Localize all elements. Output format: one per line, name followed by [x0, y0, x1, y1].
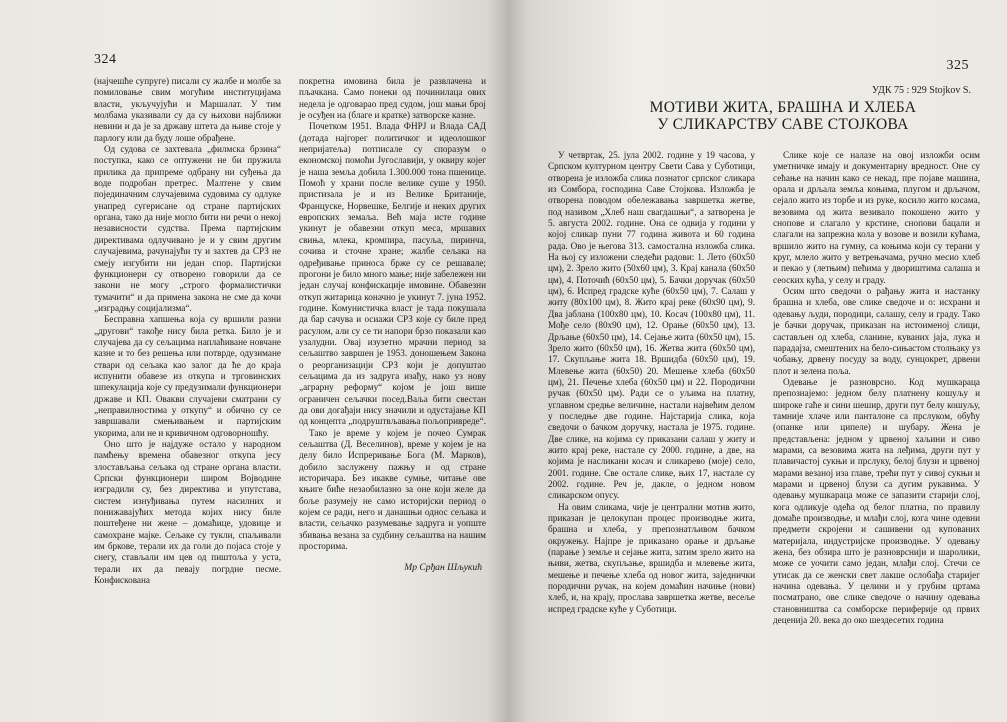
- left-page-columns: [94, 76, 486, 586]
- right-column-2: [773, 150, 980, 626]
- paragraph: (најчешће супруге) писали су жалбе и молбе за помиловање свим могућим институцијама власти, укључујући и Маршалат. У тим молбама указивали су да су њихови најближи невини и да је за државу штета да њиве стоје у парлогу или да буду лоше обрађене.: [94, 76, 281, 143]
- paragraph: Осим што сведочи о рађању жита и настанку брашна и хлеба, ове слике сведоче и о: исхрани и одевању људи, породици, салашу, селу и граду. Тако је бачки доручак, приказан на истоименој слици, састављен од хлеба, сланине, куваних јаја, лука и парадајза, смештених на бело-сињастом столњаку уз чобању, дрвену посуду за воду, сунцокрет, дрвени плот и зелена поља.: [773, 286, 980, 376]
- paragraph: Оно што је најдуже остало у народном памћењу времена обавезног откупа јесу злостављања сељака од стране органа власти. Српски функционери широм Војводине изградили су, без директива и упутстава, систем изнуђивања путем насилних и понижавајућих метода којих нису биле поштеђене ни жене – домаћице, удовице и самохране мајке. Сељаке су тукли, спаљивали им бркове, терали их да голи до појаса стоје у снегу, стављали им цев од пиштоља у уста, терали их да певају погрдне песме. Конфискована: [94, 439, 281, 586]
- right-page: [508, 0, 1007, 722]
- paragraph: Почетком 1951. Влада ФНРЈ и Влада САД (дотада најгорег политичког и идеолошког непријатеља) потписале су споразум о економској помоћи Југославији, у оквиру којег је наша земља добила 1.300.000 тона пшенице. Помоћ у храни после велике суше у 1950. пристизала је и из Велике Британије, Француске, Норвешке, Белгије и неких других европских земаља. Већ маја исте године укинут је обавезни откуп меса, мршавих свиња, млека, кромпира, пасуља, пиринча, сочива и сточне хране; жалбе сељака на одређивање приноса брже су се решавале; прогони је било много мање; није забележен ни један случај конфискације имовине. Обавезни откуп житарица коначно је укинут 7. јуна 1952. године. Комунистичка власт је тада покушала да бар сачува и осиажи СРЗ које су биле пред расулом, али су се ти напори брзо показали као узалудни. Овај изузетно мрачни период за сељаштво завршен је 1953. доношењем Закона о реорганизацији СРЗ који је допуштао сељацима да из задруга изађу, нако уз нову „аграрну реформу“ којом је још више ограничен сељачки посед.Ваља бити свестан да ови догађаји нису значили и одустајање КП од концепта „подруштвљавања пољопривреде“.: [299, 121, 487, 427]
- udk-code: УДК 75 : 929 Stojkov S.: [871, 85, 971, 96]
- paragraph: Слике које се налазе на овој изложби осим уметничке имају и документарну вредност. Оне су сећање на начин како се некад, пре појаве машина, орала и дрљала земља коњима, плугом и дрљачом, сејало жито из торбе и из руке, косило жито косама, везовима од жита везивало покошено жито у снопове и слагало у крстине, снопови бацали и слагали на запрежна кола у возове и возили кућама, вршило жито на гумну, са коњима који су терани у круг, млело жито у ветрењачама, ручно месио хлеб и пекао у (летњим) пећима у двориштима салаша и сеоских кућа, у селу и граду.: [773, 150, 980, 285]
- page-number-right: 325: [946, 58, 969, 73]
- paragraph: Тако је време у којем је почео Сумрак сељаштва (Д. Веселинов), време у којем је на делу било Испреривање Бога (М. Марков), добило заслужену пажњу и од стране историчара. Без икакве сумње, читање ове књиге биће незаобилазно за оне који желе да боље разумеју не само историјски период о којем се ради, него и данашњи однос сељака и власти, сељачко разумевање задруга и уопште збивања везана за судбину сељаштва на нашим просторима.: [299, 427, 486, 552]
- paragraph: Бесправна хапшења која су вршили разни „другови“ такође нису била ретка. Било је и случајева да су сељацима наплаћиване новчане казне и то без решења или потврде, одузимане ствари од сељака као залог да ће до краја испунити обавезе из откупа и трговинских шпекулација које су предузимали функционери државе и КП. Овакви случајеви сматрани су „неправилностима у откупу“ и обично су се завршавали смењивањем и партијским укорима, али не и кривичном одговорношћу.: [94, 314, 281, 438]
- article-title-line-2: У СЛИКАРСТВУ САВЕ СТОЈКОВА: [657, 116, 909, 133]
- right-page-columns: [548, 150, 980, 626]
- paragraph: У четвртак, 25. јула 2002. године у 19 часова, у Српском културном центру Свети Сава у Суботици, отворена је изложба слика познатог српског сликара из Сомбора, господина Саве Стојкова. Изложба је отворена поводом обележавања завршетка жетве, под називом „Хлеб наш свагдашњи“, а затворена је 5. августа 2002. године. Она се одвија у години у којој сликар пуни 77 година живота и 60 година рада. Ово је његова 313. самостална изложба слика. На њој су изложени следећи радови: 1. Лето (60х50 цм), 2. Зрело жито (50х60 цм), 3. Крај канала (60х50 цм), 4. Поточић (60х50 цм), 5. Бачки доручак (60х50 цм), 6. Испред градске куће (60х50 цм), 7. Салаш у житу (80х100 цм), 8. Жито крај реке (60х90 цм), 9. Два јаблана (100х80 цм), 10. Косач (100х80 цм), 11. Мође село (80х90 цм), 12. Орање (60х50 цм), 13. Дрљање (60х50 цм), 14. Сејање жита (60х50 цм), 15. Зрело жито (60х50 цм), 16. Жетва жита (60х50 цм), 17. Скупљање жита 18. Вршидба (60х50 цм), 19. Млевење жита (60х50) 20. Мешење хлеба (60х50 цм), 21. Печење хлеба (60х50 цм) и 22. Породични ручак (60х50 цм). Ради се о уљима на платну, углавном средње величине, настали највећим делом у последње две године. Најстарија слика, која сведочи о бачком доручку, настала је 1975. године. Две слике, на којима су приказани салаш у житу и жито крај реке, настале су 2000. године, а две, на којима је насликани косач и сликарево (моје) село, 2001. године. Све остале слике, њих 17, настале су 2002. године. Реч је, дакле, о једном новом сликарском опусу.: [548, 150, 755, 501]
- paragraph: На овим сликама, чије је централни мотив жито, приказан је целокупан процес производње жита, брашна и хлеба, у препознатљивом бачком окружењу. Најпре је приказано орање и дрљање (парање ) земље и сејање жита, затим зрело жито на њиви, жетва, скупљање, вршидба и млевење жита, мешење и печење хлеба од новог жита, заједнички породични ручак, на којем домаћин начиње (нови) хлеб, и, на крају, прослава завршетка жетве, весеље испред градске куће у Суботици.: [548, 501, 755, 614]
- paragraph: покретна имовина била је развлачена и пљачкана. Само понеки од починилаца ових недела је одговарао пред судом, још мањи број је осуђен на (благе и кратке) затворске казне.: [299, 76, 486, 121]
- article-title-line-1: МОТИВИ ЖИТА, БРАШНА И ХЛЕБА: [649, 99, 917, 116]
- author-signature: Мр Срђан Шљукић: [404, 562, 482, 574]
- right-column-1: [548, 150, 755, 626]
- left-column-1: [94, 76, 281, 586]
- paragraph: Од судова се захтевала „филмска брзина“ поступка, како се оптужени не би пружила прилика да припреме одбрану ни суђења да воде подробан претрес. Малтене у свим појединачним случајевима судовима су одлуке унапред сугерисане од стране партијских органа, тако да није могло бити ни речи о некој независности судства. Према партијским директивама одлучивано је и у свим другим случајевима, рачунајући ту и захтев да СРЗ не смеју изгубити ни један споp. Партијски функционери су отворено говорили да се закони не могу „строго формалистички тумачити“ и да примена закона не сме да кочи „изградњу социјализма“.: [94, 144, 281, 313]
- article-title: [598, 99, 968, 133]
- page-number-left: 324: [94, 52, 117, 67]
- paragraph: Одевање је разноврсно. Код мушкараца препознајемо: једном белу платнену кошуљу и широке гаће и сини шешир, други пут белу кошуљу, тамније хлаче или панталоне са прслуком, обућу (опанке или ципеле) и шубару. Жена је представљена: једном у црвеној хаљини и сиво марами, са везовима жита на леђима, други пут у плавичастој сукњи и прслуку, белој блузи и црвеној марами везаној иза главе, трећи пут у сивој сукњи и марами и црвеној блузи са дугим рукавима. У одевању мушкараца може се запазити старији слој, кога одликује одећа од белог платна, по правилу домаће производње, и млађи слој, кога чине одевни предмети скројени и сашивени од купованих материјала, индустријске производње. У одевању жена, без обзира што је разноврснији и шаролики, може се уочити само један, млађи слој. Стечи се утисак да се женски свет лакше ослобађа старијег начина одевања. У целини и у грубим цртама посматрано, ове слике сведоче о начину одевања становништва са сомборске периферије од првих деценија 20. века до око шездесетих година: [773, 376, 980, 626]
- left-column-2: [299, 76, 486, 586]
